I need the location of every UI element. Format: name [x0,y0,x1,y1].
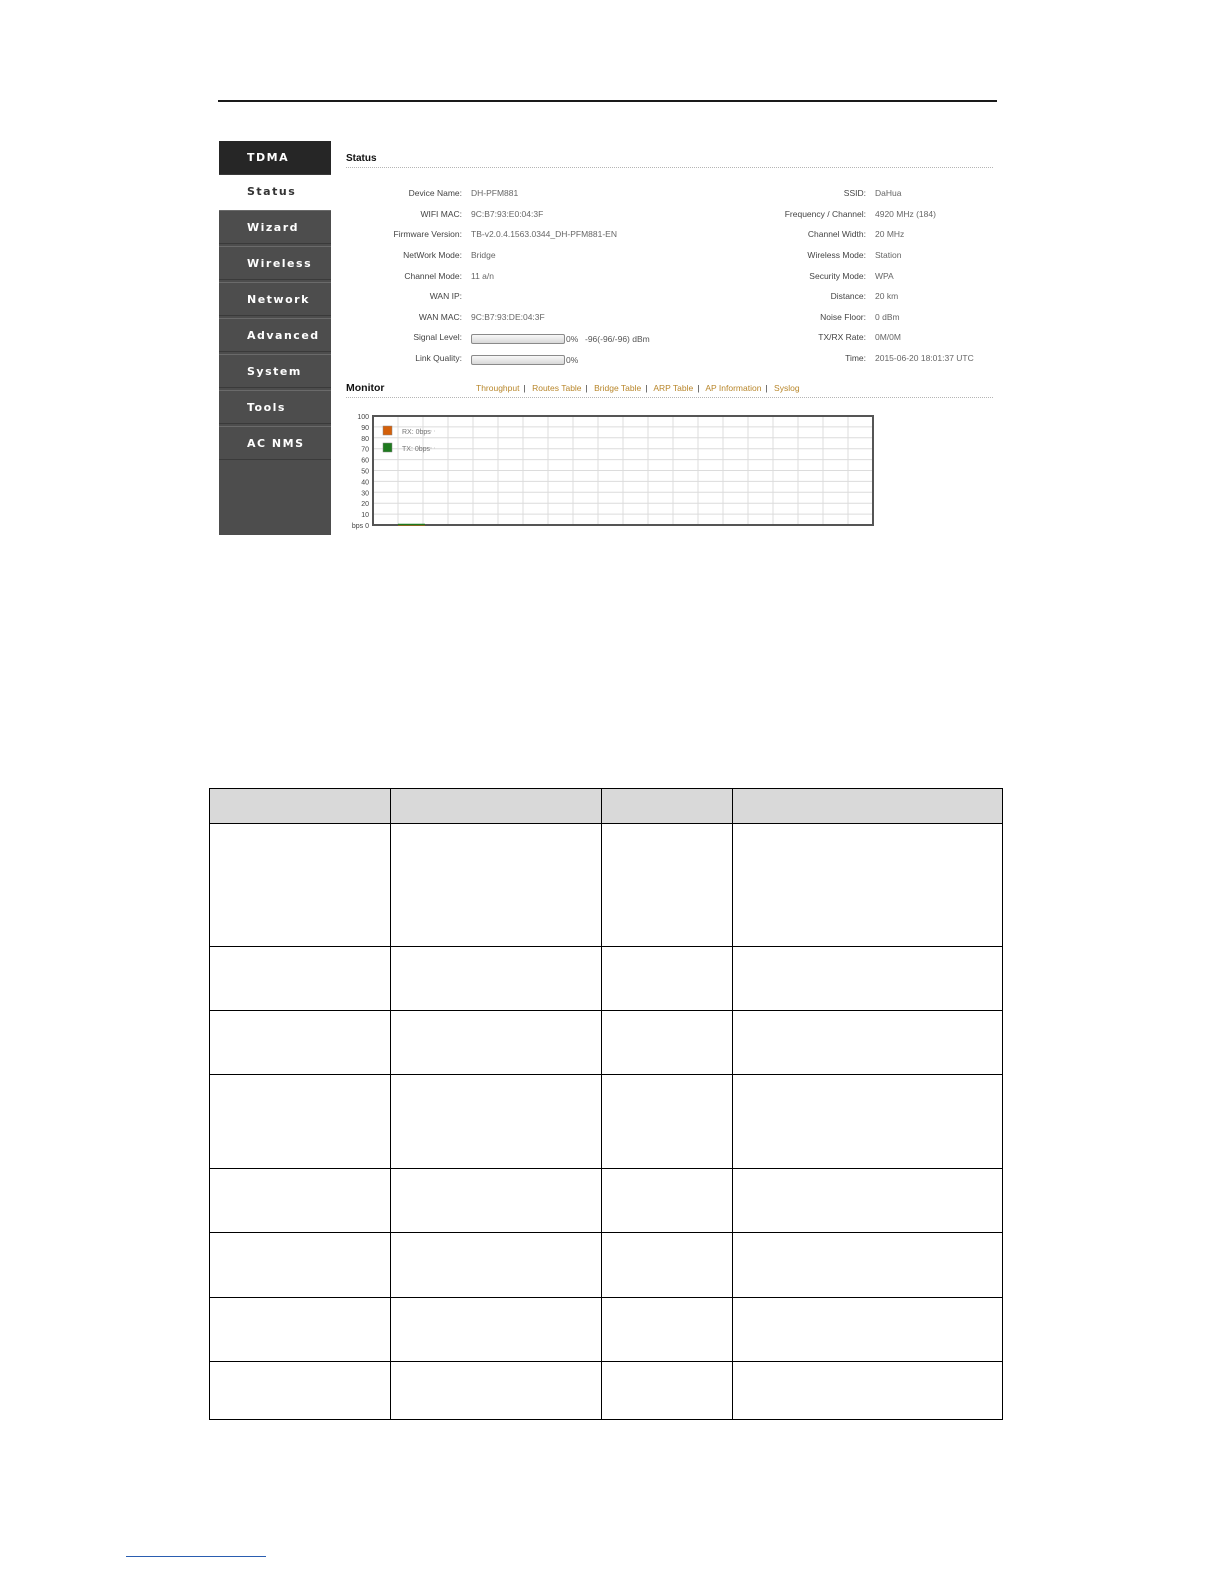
security-mode-value: WPA [875,271,894,281]
page-top-rule [218,100,997,102]
monitor-link-throughput[interactable]: Throughput [476,383,520,393]
table-cell [733,947,1003,1011]
table-row [210,1362,1003,1420]
table-cell [733,1011,1003,1075]
wireless-mode-label: Wireless Mode: [807,250,866,260]
sidebar-item-tdma[interactable]: TDMA [219,141,331,175]
y-tick-label: 70 [361,446,369,454]
table-cell [210,947,391,1011]
sidebar-item-advanced[interactable]: Advanced [219,318,331,352]
distance-label: Distance: [830,291,866,301]
network-mode-value: Bridge [471,250,496,260]
table-row [210,1233,1003,1298]
link-quality-bar [471,355,565,365]
y-tick-label: 90 [361,424,369,432]
y-tick-label: 20 [361,501,369,509]
sidebar-item-network[interactable]: Network [219,282,331,316]
ssid-label: SSID: [843,188,866,198]
table-cell [210,1362,391,1420]
table-cell [733,1298,1003,1362]
channel-width-value: 20 MHz [875,229,905,239]
monitor-link-syslog[interactable]: Syslog [774,383,800,393]
frequency-channel-label: Frequency / Channel: [784,209,866,219]
table-cell [390,1298,602,1362]
monitor-section-title: Monitor [346,382,385,394]
sidebar-item-wireless[interactable]: Wireless [219,246,331,280]
table-cell [210,1169,391,1233]
wan-mac-label: WAN MAC: [418,312,462,322]
distance-value: 20 km [875,291,899,301]
link-quality-label: Link Quality: [415,353,462,363]
sidebar-item-wizard[interactable]: Wizard [219,210,331,244]
ssid-value: DaHua [875,188,902,198]
firmware-version-value: TB-v2.0.4.1563.0344_DH-PFM881-EN [471,229,617,239]
wifi-mac-label: WIFI MAC: [420,209,462,219]
throughput-chart [340,410,880,535]
table-cell [602,1298,733,1362]
footer-link-underline[interactable] [126,1556,266,1557]
table-cell [733,1169,1003,1233]
sidebar-nav [219,141,331,535]
channel-width-label: Channel Width: [807,229,866,239]
wan-ip-label: WAN IP: [429,291,462,301]
link-separator: | [697,383,700,393]
link-separator: | [523,383,526,393]
table-cell [602,1011,733,1075]
y-tick-label: 10 [361,512,369,520]
sidebar-item-tools[interactable]: Tools [219,390,331,424]
device-name-label: Device Name: [408,188,462,198]
table-cell [602,1075,733,1169]
channel-mode-value: 11 a/n [471,271,495,281]
legend-label-tx: TX: 0bps [402,446,431,453]
time-value: 2015-06-20 18:01:37 UTC [875,353,974,363]
link-separator: | [765,383,768,393]
signal-level-bar [471,334,565,344]
table-cell [602,824,733,947]
time-label: Time: [845,353,866,363]
link-quality-percent: 0% [566,355,579,365]
monitor-link-ap-information[interactable]: AP Information [705,383,762,393]
signal-level-label: Signal Level: [413,332,462,342]
table-header-cell [390,789,602,824]
y-tick-label: 60 [361,457,369,465]
security-mode-label: Security Mode: [809,271,866,281]
status-divider [346,167,993,168]
table-cell [390,1362,602,1420]
y-tick-label: 50 [361,468,369,476]
sidebar-item-status[interactable]: Status [219,175,331,210]
wifi-mac-value: 9C:B7:93:E0:04:3F [471,209,544,219]
y-tick-label: 100 [357,414,369,421]
table-cell [733,1233,1003,1298]
frequency-channel-value: 4920 MHz (184) [875,209,936,219]
table-cell [210,1075,391,1169]
monitor-links [476,383,800,393]
table-cell [733,824,1003,947]
legend-swatch-tx [383,443,392,452]
monitor-divider [346,397,993,398]
tx-rx-rate-label: TX/RX Rate: [818,332,866,342]
legend-label-rx: RX: 0bps [402,429,431,436]
table-row [210,1298,1003,1362]
table-row [210,947,1003,1011]
y-tick-label: bps 0 [351,523,369,530]
table-cell [390,1011,602,1075]
device-name-value: DH-PFM881 [471,188,519,198]
table-cell [390,1233,602,1298]
table-cell [602,1233,733,1298]
table-cell [390,1075,602,1169]
y-tick-label: 30 [361,490,369,498]
y-tick-label: 80 [361,435,369,443]
signal-level-dbm: -96(-96/-96) dBm [585,334,650,344]
parameter-table [209,788,1003,1420]
link-separator: | [585,383,588,393]
signal-level-percent: 0% [566,334,579,344]
table-row [210,1169,1003,1233]
wireless-mode-value: Station [875,250,902,260]
table-header-cell [210,789,391,824]
y-tick-label: 40 [361,479,369,487]
channel-mode-label: Channel Mode: [404,271,462,281]
table-cell [733,1362,1003,1420]
monitor-link-bridge-table[interactable]: Bridge Table [594,383,642,393]
link-separator: | [645,383,648,393]
table-header-row [210,789,1003,824]
wan-mac-value: 9C:B7:93:DE:04:3F [471,312,545,322]
legend-swatch-rx [383,426,392,435]
table-cell [210,1298,391,1362]
table-cell [390,1169,602,1233]
table-cell [390,824,602,947]
table-row [210,1075,1003,1169]
table-cell [210,824,391,947]
table-row [210,824,1003,947]
table-cell [733,1075,1003,1169]
table-cell [602,947,733,1011]
table-cell [602,1169,733,1233]
table-header-cell [602,789,733,824]
table-cell [210,1233,391,1298]
noise-floor-label: Noise Floor: [820,312,866,322]
monitor-link-arp-table[interactable]: ARP Table [653,383,694,393]
table-row [210,1011,1003,1075]
table-cell [210,1011,391,1075]
sidebar-item-system[interactable]: System [219,354,331,388]
noise-floor-value: 0 dBm [875,312,900,322]
table-header-cell [733,789,1003,824]
table-cell [390,947,602,1011]
firmware-version-label: Firmware Version: [393,229,462,239]
tx-rx-rate-value: 0M/0M [875,332,901,342]
status-section-title: Status [346,153,377,164]
sidebar-item-ac-nms[interactable]: AC NMS [219,426,331,460]
table-cell [602,1362,733,1420]
monitor-link-routes-table[interactable]: Routes Table [532,383,582,393]
network-mode-label: NetWork Mode: [403,250,462,260]
